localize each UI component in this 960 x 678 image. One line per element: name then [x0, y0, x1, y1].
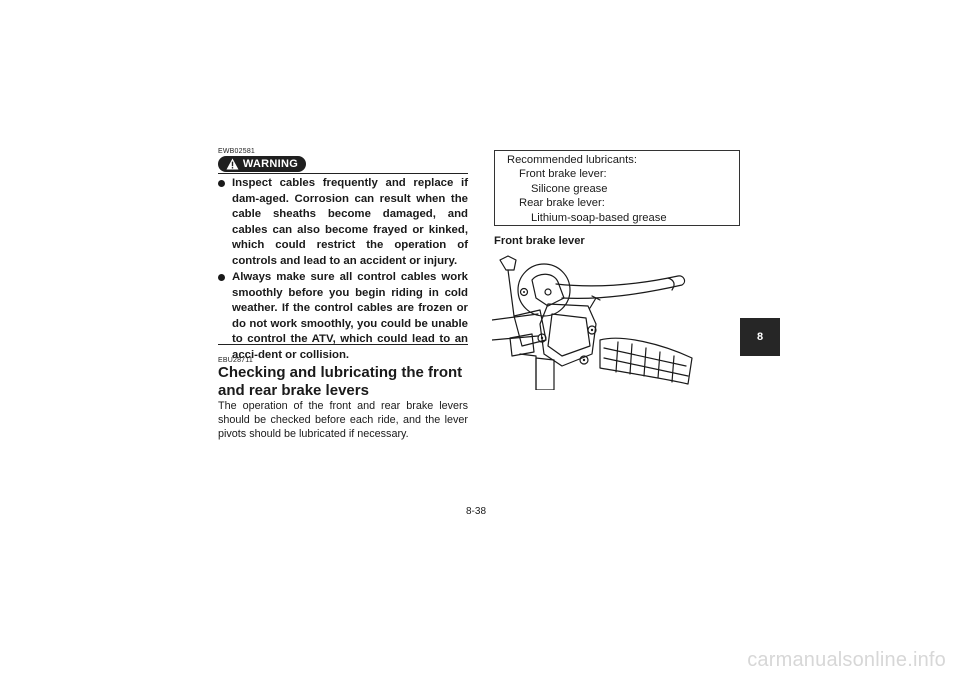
warning-badge [218, 156, 306, 172]
warning-label: WARNING [242, 158, 299, 170]
lubricants-heading: Recommended lubricants: [507, 154, 637, 166]
rear-brake-label: Rear brake lever: [519, 197, 605, 210]
bullet-icon [218, 274, 225, 281]
warning-top-rule [218, 173, 468, 174]
lubricants-box [494, 150, 740, 226]
page-number: 8-38 [466, 506, 487, 517]
rear-brake-lubricant: Lithium-soap-based grease [531, 211, 667, 224]
warning-triangle-icon [226, 158, 239, 170]
warning-item-text: Always make sure all control cables work smoothly before you begin riding in cold weather. If the control cables are frozen or do not work smoothly, you could be unable to control the ATV, which could lead to an acci-dent or collision. [232, 271, 468, 361]
watermark: carmanualsonline.info [747, 649, 946, 671]
warning-item-text: Inspect cables frequently and replace if dam-aged. Corrosion can result when the cable sheaths become damaged, and cables can also become frayed or kinked, which could restrict the operation of controls and lead to an accident or injury. [232, 177, 468, 267]
section-title: Checking and lubricating the front and rear brake levers [218, 364, 463, 399]
warning-list [218, 176, 468, 364]
warning-bottom-rule [218, 344, 468, 345]
front-brake-lubricant: Silicone grease [531, 182, 608, 195]
figure-caption: Front brake lever [494, 235, 585, 247]
chapter-tab: 8 [740, 318, 780, 356]
section-body: The operation of the front and rear brake levers should be checked before each ride, and the lever pivots should be lubricated if necessary. [218, 400, 468, 440]
warning-item [218, 270, 468, 363]
section-code: EBU28711 [218, 357, 253, 364]
warning-code: EWB02581 [218, 148, 256, 155]
front-brake-lever-illustration [492, 254, 696, 390]
bullet-icon [218, 180, 225, 187]
front-brake-label: Front brake lever: [519, 168, 607, 181]
warning-item [218, 176, 468, 269]
